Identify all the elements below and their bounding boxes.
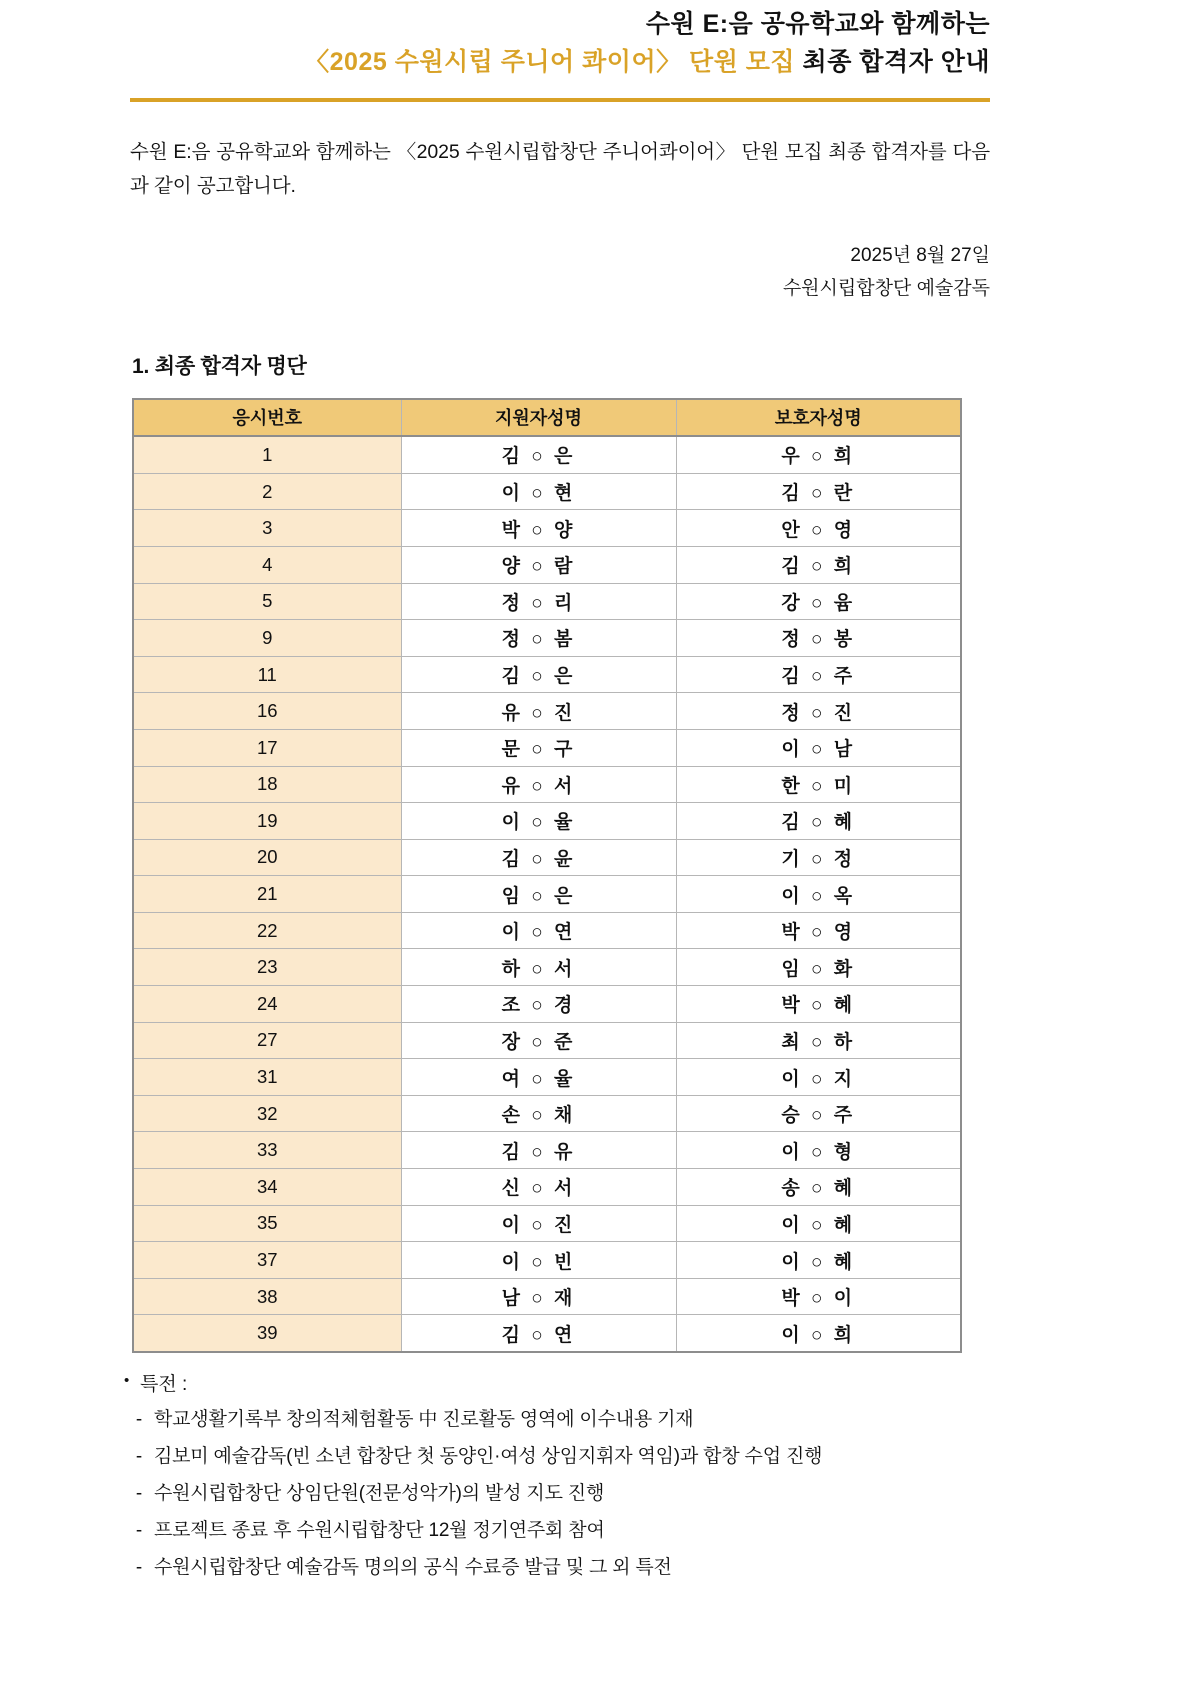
table-row xyxy=(133,839,961,876)
document-header xyxy=(0,0,1200,80)
cell-guardian-name: 박 ○ 영 xyxy=(676,912,961,949)
table-row xyxy=(133,1205,961,1242)
cell-applicant-name: 김 ○ 연 xyxy=(401,1315,676,1352)
cell-exam-number: 35 xyxy=(133,1205,401,1242)
header-divider-rule xyxy=(130,98,990,102)
cell-guardian-name: 김 ○ 주 xyxy=(676,656,961,693)
benefit-item-text: 프로젝트 종료 후 수원시립합창단 12월 정기연주회 참여 xyxy=(154,1520,605,1542)
cell-applicant-name: 김 ○ 유 xyxy=(401,1132,676,1169)
cell-exam-number: 3 xyxy=(133,510,401,547)
cell-guardian-name: 안 ○ 영 xyxy=(676,510,961,547)
cell-applicant-name: 문 ○ 구 xyxy=(401,729,676,766)
benefits-label-row xyxy=(124,1369,1004,1396)
cell-applicant-name: 김 ○ 은 xyxy=(401,436,676,473)
benefits-section xyxy=(124,1369,1004,1586)
cell-applicant-name: 유 ○ 진 xyxy=(401,693,676,730)
cell-exam-number: 19 xyxy=(133,803,401,840)
cell-guardian-name: 이 ○ 형 xyxy=(676,1132,961,1169)
cell-applicant-name: 정 ○ 리 xyxy=(401,583,676,620)
table-row xyxy=(133,876,961,913)
table-row xyxy=(133,986,961,1023)
table-row xyxy=(133,1022,961,1059)
cell-applicant-name: 김 ○ 윤 xyxy=(401,839,676,876)
benefits-list xyxy=(124,1401,1004,1586)
cell-exam-number: 17 xyxy=(133,729,401,766)
benefit-item-text: 수원시립합창단 상임단원(전문성악가)의 발성 지도 진행 xyxy=(154,1483,605,1505)
table-header-row xyxy=(133,399,961,437)
dash-marker-icon: - xyxy=(135,1520,143,1542)
table-row xyxy=(133,803,961,840)
table-row xyxy=(133,1169,961,1206)
cell-exam-number: 20 xyxy=(133,839,401,876)
cell-applicant-name: 유 ○ 서 xyxy=(401,766,676,803)
benefit-item-text: 김보미 예술감독(빈 소년 합창단 첫 동양인·여성 상임지휘자 역임)과 합창 수업 진행 xyxy=(154,1446,823,1468)
cell-applicant-name: 임 ○ 은 xyxy=(401,876,676,913)
table-body xyxy=(133,436,961,1352)
cell-applicant-name: 이 ○ 현 xyxy=(401,473,676,510)
table-row xyxy=(133,620,961,657)
cell-applicant-name: 손 ○ 채 xyxy=(401,1095,676,1132)
cell-guardian-name: 이 ○ 희 xyxy=(676,1315,961,1352)
cell-guardian-name: 한 ○ 미 xyxy=(676,766,961,803)
table-row xyxy=(133,1059,961,1096)
table-row xyxy=(133,912,961,949)
cell-applicant-name: 하 ○ 서 xyxy=(401,949,676,986)
header-title-line-1: 수원 E:음 공유학교와 함께하는 xyxy=(645,10,990,38)
column-header-applicant-name: 지원자성명 xyxy=(401,399,676,437)
cell-guardian-name: 박 ○ 혜 xyxy=(676,986,961,1023)
cell-guardian-name: 임 ○ 화 xyxy=(676,949,961,986)
table-row xyxy=(133,656,961,693)
cell-guardian-name: 정 ○ 진 xyxy=(676,693,961,730)
issue-date: 2025년 8월 27일 xyxy=(850,245,990,267)
cell-guardian-name: 박 ○ 이 xyxy=(676,1278,961,1315)
cell-exam-number: 24 xyxy=(133,986,401,1023)
cell-exam-number: 33 xyxy=(133,1132,401,1169)
cell-exam-number: 16 xyxy=(133,693,401,730)
cell-exam-number: 37 xyxy=(133,1242,401,1279)
table-row xyxy=(133,949,961,986)
cell-guardian-name: 이 ○ 남 xyxy=(676,729,961,766)
cell-applicant-name: 이 ○ 빈 xyxy=(401,1242,676,1279)
cell-applicant-name: 남 ○ 재 xyxy=(401,1278,676,1315)
cell-guardian-name: 기 ○ 정 xyxy=(676,839,961,876)
cell-exam-number: 4 xyxy=(133,546,401,583)
cell-applicant-name: 이 ○ 율 xyxy=(401,803,676,840)
cell-exam-number: 21 xyxy=(133,876,401,913)
roster-table-container xyxy=(132,398,960,1353)
cell-exam-number: 1 xyxy=(133,436,401,473)
table-row xyxy=(133,1315,961,1352)
dash-marker-icon: - xyxy=(135,1409,143,1430)
table-header-row-group xyxy=(133,399,961,437)
cell-applicant-name: 이 ○ 진 xyxy=(401,1205,676,1242)
cell-exam-number: 5 xyxy=(133,583,401,620)
signature-block xyxy=(130,239,990,306)
table-row xyxy=(133,1132,961,1169)
cell-exam-number: 39 xyxy=(133,1315,401,1352)
table-row xyxy=(133,693,961,730)
header-title-highlight: 〈2025 수원시립 주니어 콰이어〉 단원 모집 xyxy=(304,47,796,76)
cell-exam-number: 31 xyxy=(133,1059,401,1096)
cell-exam-number: 23 xyxy=(133,949,401,986)
cell-applicant-name: 신 ○ 서 xyxy=(401,1169,676,1206)
table-row xyxy=(133,729,961,766)
cell-guardian-name: 정 ○ 봉 xyxy=(676,620,961,657)
cell-exam-number: 38 xyxy=(133,1278,401,1315)
cell-exam-number: 2 xyxy=(133,473,401,510)
section-heading: 1. 최종 합격자 명단 xyxy=(132,354,307,378)
benefit-item-text: 수원시립합창단 예술감독 명의의 공식 수료증 발급 및 그 외 특전 xyxy=(154,1557,672,1579)
cell-exam-number: 34 xyxy=(133,1169,401,1206)
cell-guardian-name: 송 ○ 혜 xyxy=(676,1169,961,1206)
roster-table xyxy=(132,398,962,1353)
cell-guardian-name: 이 ○ 지 xyxy=(676,1059,961,1096)
cell-applicant-name: 김 ○ 은 xyxy=(401,656,676,693)
cell-guardian-name: 승 ○ 주 xyxy=(676,1095,961,1132)
cell-exam-number: 32 xyxy=(133,1095,401,1132)
table-row xyxy=(133,1278,961,1315)
benefit-item xyxy=(124,1401,1004,1438)
table-row xyxy=(133,1095,961,1132)
cell-applicant-name: 이 ○ 연 xyxy=(401,912,676,949)
table-row xyxy=(133,583,961,620)
benefit-item xyxy=(124,1512,1004,1549)
cell-guardian-name: 강 ○ 윰 xyxy=(676,583,961,620)
cell-exam-number: 27 xyxy=(133,1022,401,1059)
cell-guardian-name: 이 ○ 혜 xyxy=(676,1205,961,1242)
cell-exam-number: 22 xyxy=(133,912,401,949)
cell-guardian-name: 김 ○ 혜 xyxy=(676,803,961,840)
benefit-item xyxy=(124,1475,1004,1512)
cell-exam-number: 11 xyxy=(133,656,401,693)
bullet-dot-icon: • xyxy=(124,1372,130,1389)
cell-guardian-name: 김 ○ 희 xyxy=(676,546,961,583)
table-row xyxy=(133,473,961,510)
cell-exam-number: 18 xyxy=(133,766,401,803)
table-row xyxy=(133,546,961,583)
issuer-name: 수원시립합창단 예술감독 xyxy=(782,278,990,300)
cell-exam-number: 9 xyxy=(133,620,401,657)
cell-applicant-name: 양 ○ 람 xyxy=(401,546,676,583)
cell-guardian-name: 이 ○ 혜 xyxy=(676,1242,961,1279)
benefit-item-text: 학교생활기록부 창의적체험활동 中 진로활동 영역에 이수내용 기재 xyxy=(154,1409,694,1430)
dash-marker-icon: - xyxy=(135,1557,143,1579)
cell-applicant-name: 여 ○ 율 xyxy=(401,1059,676,1096)
header-title-suffix: 최종 합격자 안내 xyxy=(802,47,990,76)
intro-paragraph: 수원 E:음 공유학교와 함께하는 〈2025 수원시립합창단 주니어콰이어〉 단원 모집 최종 합격자를 다음과 같이 공고합니다. xyxy=(130,141,990,197)
benefits-label: 특전 : xyxy=(140,1374,188,1395)
table-row xyxy=(133,436,961,473)
column-header-exam-number: 응시번호 xyxy=(133,399,401,437)
cell-guardian-name: 우 ○ 희 xyxy=(676,436,961,473)
cell-applicant-name: 박 ○ 양 xyxy=(401,510,676,547)
benefit-item xyxy=(124,1438,1004,1475)
cell-applicant-name: 조 ○ 경 xyxy=(401,986,676,1023)
dash-marker-icon: - xyxy=(135,1446,143,1468)
dash-marker-icon: - xyxy=(135,1483,143,1505)
cell-guardian-name: 김 ○ 란 xyxy=(676,473,961,510)
cell-guardian-name: 이 ○ 옥 xyxy=(676,876,961,913)
column-header-guardian-name: 보호자성명 xyxy=(676,399,961,437)
table-row xyxy=(133,510,961,547)
cell-guardian-name: 최 ○ 하 xyxy=(676,1022,961,1059)
benefit-item xyxy=(124,1549,1004,1586)
table-row xyxy=(133,766,961,803)
header-title-line-2 xyxy=(130,44,990,80)
cell-applicant-name: 정 ○ 봄 xyxy=(401,620,676,657)
table-row xyxy=(133,1242,961,1279)
cell-applicant-name: 장 ○ 준 xyxy=(401,1022,676,1059)
